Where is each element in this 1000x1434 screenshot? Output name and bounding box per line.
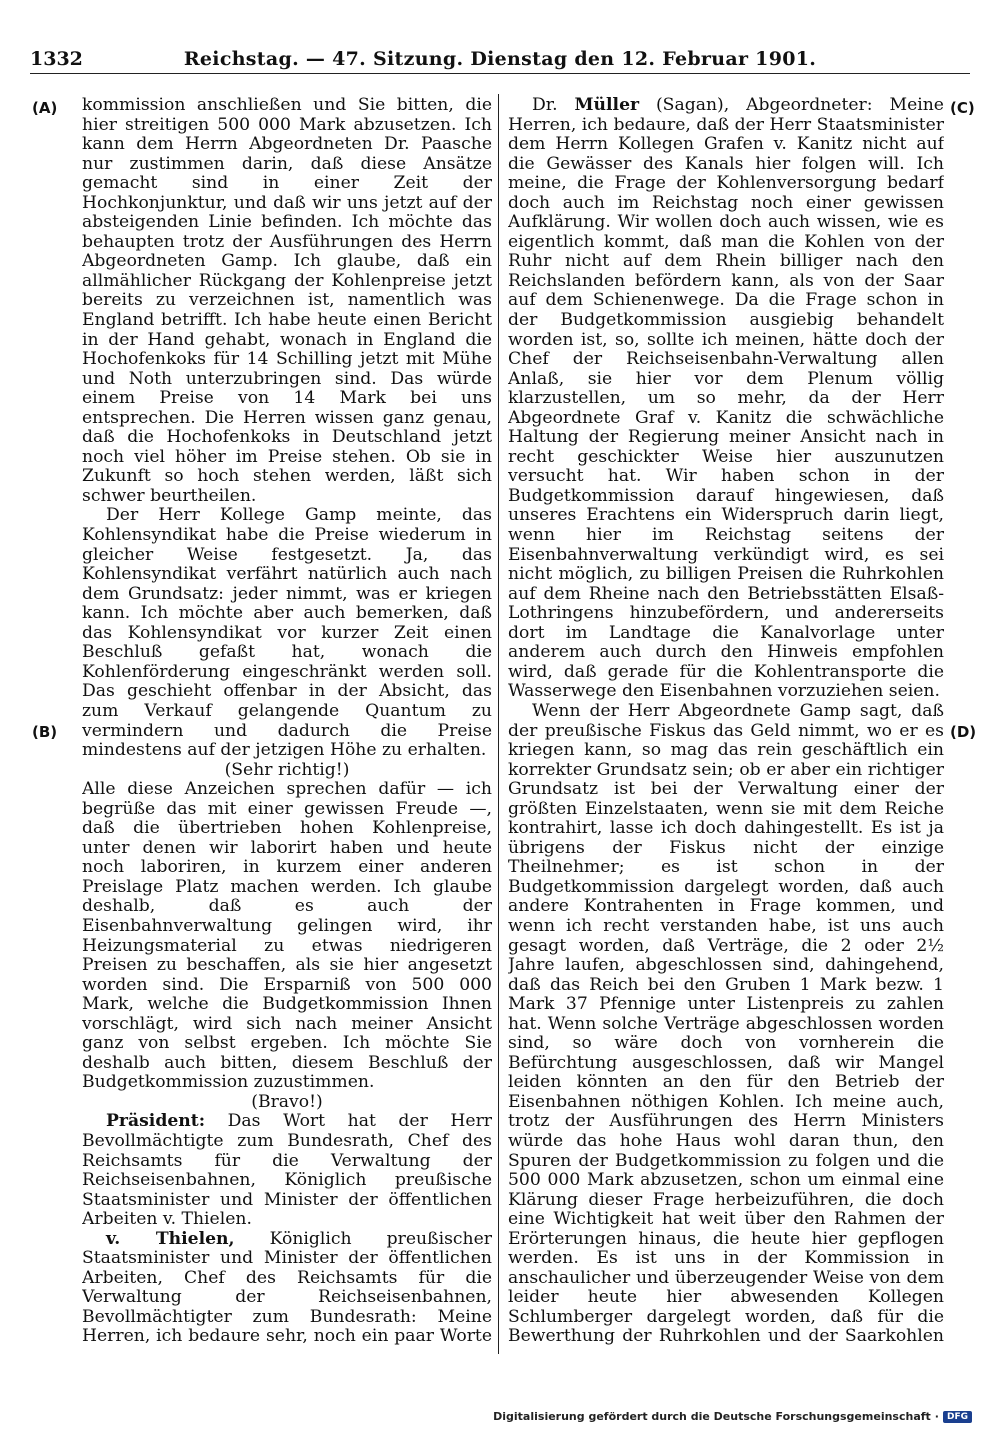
speech-text: Das Wort hat der Herr Bevollmächtigte zum Bundesrath, Chef des Reichsamts für die Verwaltung der Reichseisenbahnen, Königlich preußische Staatsminister und Minister der öffentlichen Arbeiten v. Thielen.	[82, 1111, 492, 1230]
right-column	[508, 96, 944, 1346]
paragraph	[82, 1230, 492, 1346]
page-header	[30, 40, 970, 80]
page-number: 1332	[30, 48, 83, 70]
speaker-name: Präsident:	[106, 1111, 206, 1132]
margin-mark-a: (A)	[32, 99, 58, 117]
separator-dot: ·	[934, 1410, 939, 1423]
column-divider	[498, 94, 499, 1354]
paragraph: Wenn der Herr Abgeordnete Gamp sagt, daß der preußische Fiskus das Geld nimmt, wo er es kriegen kann, so mag das rein geschäftlich ein korrekter Grundsatz sein; ob er aber ein richtiger Grundsatz ist bei der Verwaltung einer der größten Einzelstaaten, wenn sie mit dem Reiche kontrahirt, lasse ich doch dahingestellt. Es ist ja übrigens der Fiskus nicht der einzige Theilnehmer; es ist schon in der Budgetkommission dargelegt worden, daß auch andere Kontrahenten in Frage kommen, und wenn ich recht verstanden habe, ist uns auch gesagt worden, daß Verträge, die 2 oder 2½ Jahre laufen, abgeschlossen sind, dahingehend, daß das Reich bei den Gruben 1 Mark bezw. 1 Mark 37 Pfennige unter Listenpreis zu zahlen hat. Wenn solche Verträge abgeschlossen worden sind, so wäre doch von vornherein die Befürchtung ausgeschlossen, daß wir Mangel leiden könnten an den für den Betrieb der Eisenbahnen nöthigen Kohlen. Ich meine auch, trotz der Ausführungen des Herrn Ministers würde das hohe Haus wohl daran thun, den Spuren der Budgetkommission zu folgen und die 500 000 Mark abzusetzen, schon um einmal eine Klärung dieser Frage herbeizuführen, die doch eine Wichtigkeit hat weit über den Rahmen der Erörterungen hinaus, die heute hier gepflogen werden. Es ist uns in der Kommission in anschaulicher und überzeugender Weise von dem leider heute hier abwesenden Kollegen Schlumberger dargelegt worden, daß für die Bewerthung der Ruhrkohlen und der Saarkohlen	[508, 700, 944, 1346]
speaker-name: v. Thielen,	[106, 1228, 235, 1249]
left-column	[82, 96, 492, 1346]
margin-mark-b: (B)	[32, 723, 58, 741]
paragraph	[82, 1112, 492, 1229]
paragraph: Alle diese Anzeichen sprechen dafür — ich begrüße das mit einer gewissen Freude —, daß die übertrieben hohen Kohlenpreise, unter denen wir laborirt haben und heute noch laboriren, in kurzem einer anderen Preislage Platz machen werden. Ich glaube deshalb, daß es auch der Eisenbahnverwaltung gelingen wird, ihr Heizungsmaterial zu etwas niedrigeren Preisen zu beschaffen, als sie hier angesetzt worden sind. Die Ersparniß von 500 000 Mark, welche die Budgetkommission Ihnen vorschlägt, wird sich nach meiner Ansicht ganz von selbst ergeben. Ich möchte Sie deshalb auch bitten, diesem Beschluß der Budgetkommission zuzustimmen.	[82, 779, 492, 1093]
speech-text: Königlich preußischer Staatsminister und Minister der öffentlichen Arbeiten, Chef des Reichsamts für die Verwaltung der Reichseisenbahnen, Bevollmächtigter zum Bundesrath: Meine Herren, ich bedaure sehr, noch ein paar Worte	[82, 1228, 492, 1346]
header-rule	[30, 73, 970, 74]
paragraph: kommission anschließen und Sie bitten, die hier streitigen 500 000 Mark abzusetzen. Ich kann dem Herrn Abgeordneten Dr. Paasche nur zustimmen darin, daß diese Ansätze gemacht sind in einer Zeit der Hochkonjunktur, und daß wir uns jetzt auf der absteigenden Linie befinden. Ich möchte das behaupten trotz der Ausführungen des Herrn Abgeordneten Gamp. Ich glaube, daß ein allmählicher Rückgang der Kohlenpreise jetzt bereits zu verzeichnen ist, namentlich was England betrifft. Ich habe heute einen Bericht in der Hand gehabt, wonach in England die Hochofenkoks für 14 Schilling jetzt mit Mühe und Noth unterzubringen sind. Das würde einem Preise von 14 Mark bei uns entsprechen. Die Herren wissen ganz genau, daß die Hochofenkoks in Deutschland jetzt noch viel höher im Preise stehen. Ob sie in Zukunft so hoch stehen werden, läßt sich schwer beurtheilen.	[82, 96, 492, 506]
paragraph	[508, 96, 944, 702]
speaker-name: Müller	[574, 96, 640, 115]
dfg-logo: DFG	[943, 1411, 972, 1423]
interjection: (Bravo!)	[251, 1091, 323, 1112]
paragraph: Der Herr Kollege Gamp meinte, das Kohlensyndikat habe die Preise wiederum in gleicher Weise festgesetzt. Ja, das Kohlensyndikat verfährt natürlich auch nach dem Grundsatz: jeder nimmt, was er kriegen kann. Ich möchte aber auch bemerken, daß das Kohlensyndikat vor kurzer Zeit einen Beschluß gefaßt hat, wonach die Kohlenförderung eingeschränkt werden soll. Das geschieht offenbar in der Absicht, das zum Verkauf gelangende Quantum zu vermindern und dadurch die Preise mindestens auf der jetzigen Höhe zu erhalten.	[82, 505, 492, 761]
speaker-title: Dr.	[532, 96, 558, 115]
interjection: (Sehr richtig!)	[224, 759, 350, 780]
footer	[493, 1410, 972, 1423]
running-head: Reichstag. — 47. Sitzung. Dienstag den 12. Februar 1901.	[183, 48, 817, 70]
margin-mark-d: (D)	[950, 723, 977, 741]
margin-mark-c: (C)	[950, 99, 975, 117]
funding-credit: Digitalisierung gefördert durch die Deutsche Forschungsgemeinschaft	[493, 1410, 931, 1423]
speech-text: (Sagan), Abgeordneter: Meine Herren, ich bedaure, daß der Herr Staatsminister dem Herrn Kollegen Grafen v. Kanitz nicht auf die Gewässer des Kanals hier folgen will. Ich meine, die Frage der Kohlenversorgung bedarf doch auch im Reichstag noch einer gewissen Aufklärung. Wir wollen doch auch wissen, wie es eigentlich kommt, daß man die Kohlen von der Ruhr nicht auf dem Rhein billiger nach den Reichslanden befördern kann, als von der Saar auf dem Schienenwege. Da die Frage schon in der Budgetkommission ausgiebig behandelt worden ist, so, sollte ich meinen, hätte doch der Chef der Reichseisenbahn-Verwaltung allen Anlaß, sie hier vor dem Plenum völlig klarzustellen, um so mehr, da der Herr Abgeordnete Graf v. Kanitz die schwächliche Haltung der Regierung meiner Ansicht nach in recht geschickter Weise hier auszunutzen versucht hat. Wir haben schon in der Budgetkommission darauf hingewiesen, daß unseres Erachtens ein Widerspruch darin liegt, wenn hier im Reichstag seitens der Eisenbahnverwaltung verkündigt wird, es sei nicht möglich, zu billigen Preisen die Ruhrkohlen auf dem Rheine nach den Betriebsstätten Elsaß-Lothringens hinzubefördern, und andererseits dort im Landtage die Kanalvorlage unter anderem auch durch den Hinweis empfohlen wird, daß gerade für die Kohlentransporte die Wasserwege den Eisenbahnen vorzuziehen seien.	[508, 96, 944, 702]
